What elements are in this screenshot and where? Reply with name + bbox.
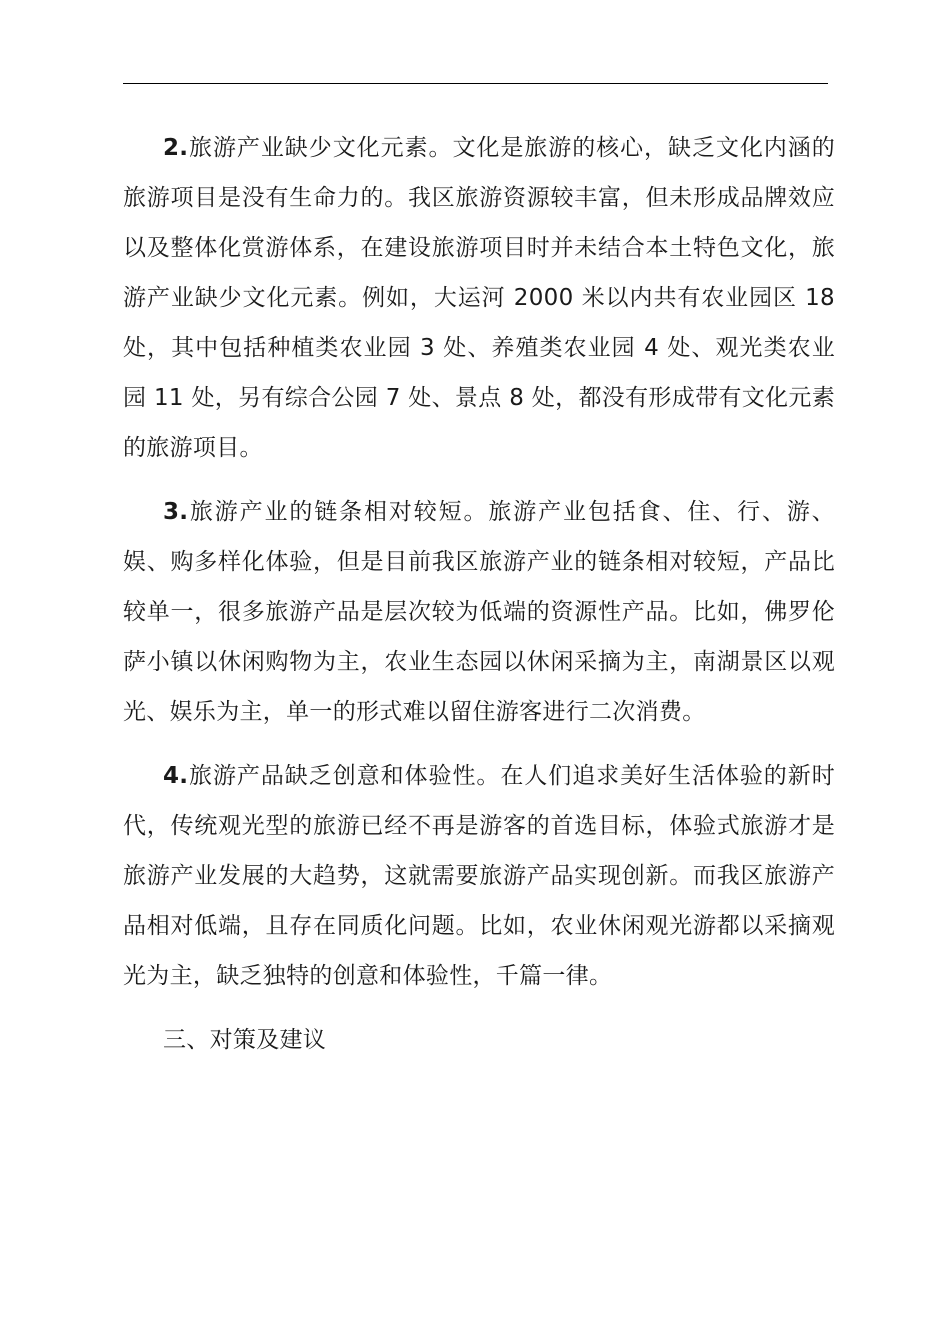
document-body (123, 123, 835, 1065)
paragraph-4-text: 旅游产品缺乏创意和体验性。在人们追求美好生活体验的新时代，传统观光型的旅游已经不再是游客的首选目标，体验式旅游才是旅游产业发展的大趋势，这就需要旅游产品实现创新。而我区旅游产品相对低端，且存在同质化问题。比如，农业休闲观光游都以采摘观光为主，缺乏独特的创意和体验性，千篇一律。 (123, 763, 835, 989)
paragraph-3-text: 旅游产业的链条相对较短。旅游产业包括食、住、行、游、娱、购多样化体验，但是目前我区旅游产业的链条相对较短，产品比较单一，很多旅游产品是层次较为低端的资源性产品。比如，佛罗伦萨小镇以休闲购物为主，农业生态园以休闲采摘为主，南湖景区以观光、娱乐为主，单一的形式难以留住游客进行二次消费。 (123, 499, 835, 725)
paragraph-3-number: 3. (163, 499, 189, 525)
paragraph-2-text: 旅游产业缺少文化元素。文化是旅游的核心，缺乏文化内涵的旅游项目是没有生命力的。我区旅游资源较丰富，但未形成品牌效应以及整体化赏游体系，在建设旅游项目时并未结合本土特色文化，旅游产业缺少文化元素。例如，大运河 2000 米以内共有农业园区 18 处，其中包括种植类农业园 3 处、养殖类农业园 4 处、观光类农业园 11 处，另有综合公园 7 处、景点 8 处，都没有形成带有文化元素的旅游项目。 (123, 135, 835, 461)
header-rule (123, 83, 828, 84)
paragraph-4-number: 4. (163, 763, 189, 789)
paragraph-2 (123, 123, 835, 473)
paragraph-2-number: 2. (163, 135, 189, 161)
paragraph-3 (123, 487, 835, 737)
paragraph-4 (123, 751, 835, 1001)
section-heading: 三、对策及建议 (163, 1027, 327, 1053)
